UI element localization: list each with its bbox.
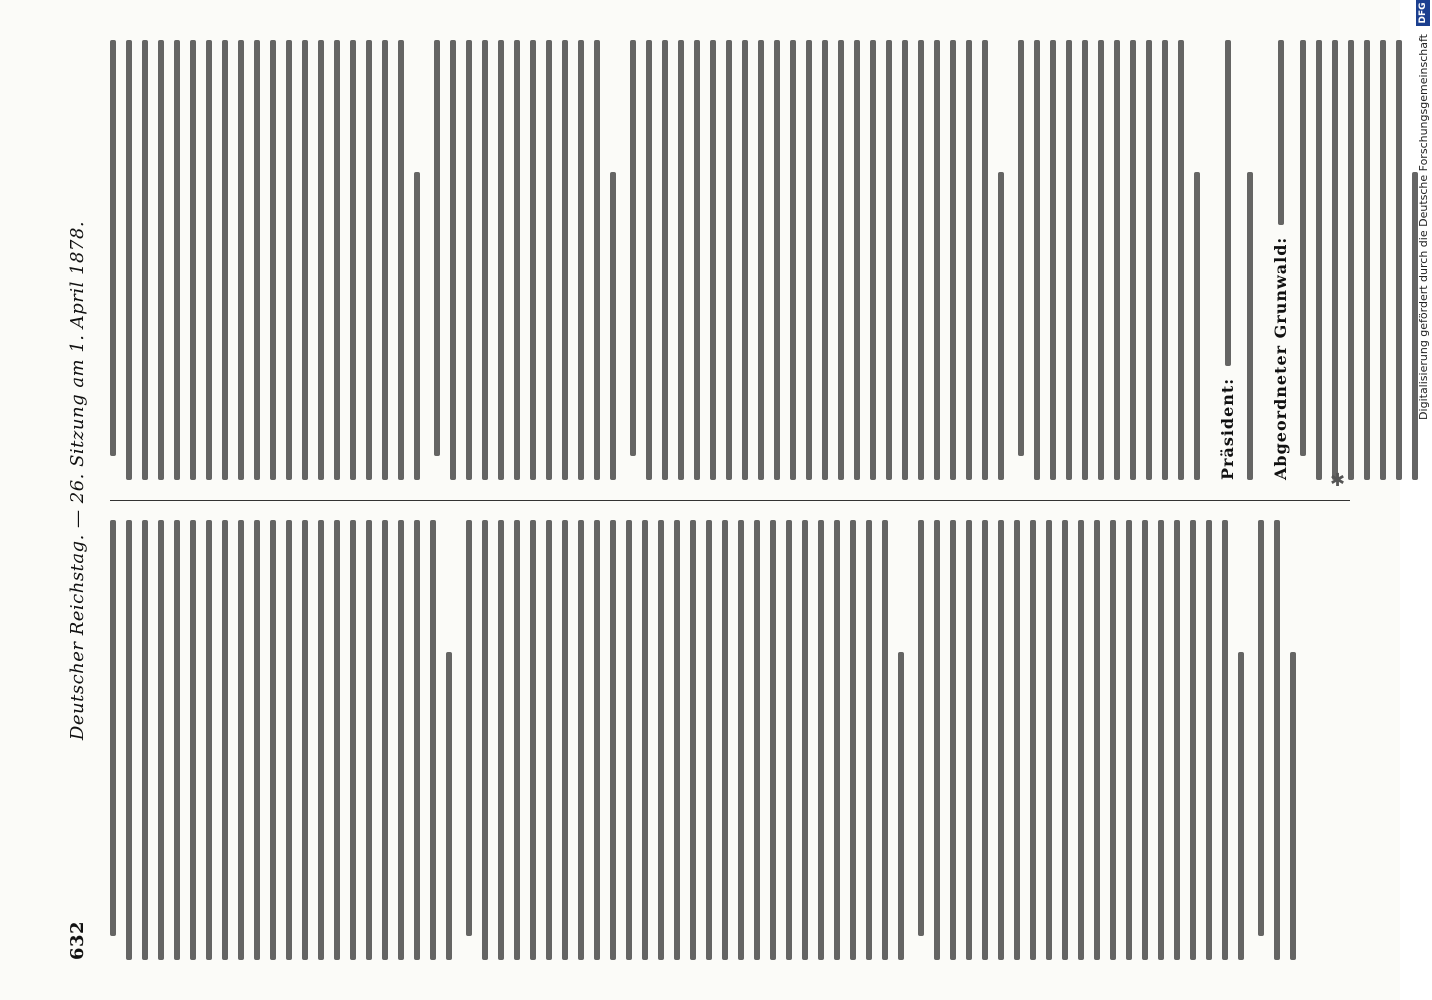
- text-line: [758, 40, 764, 480]
- text-line: [770, 520, 776, 960]
- text-line: [190, 40, 196, 480]
- text-line: [950, 40, 956, 480]
- text-line: [658, 520, 664, 960]
- text-line: [334, 40, 340, 480]
- text-line: [366, 520, 372, 960]
- text-line: [934, 520, 940, 960]
- digitization-notice: [1412, 0, 1432, 1000]
- text-line: [318, 520, 324, 960]
- text-line: [918, 40, 924, 480]
- speaker-label: Präsident:: [1218, 377, 1237, 480]
- text-line: [286, 40, 292, 480]
- text-line: [1050, 40, 1056, 480]
- text-line: [818, 520, 824, 960]
- text-line: [870, 40, 876, 480]
- paragraph: [1258, 520, 1296, 960]
- text-line: [774, 40, 780, 480]
- text-line: [206, 40, 212, 480]
- text-line: [642, 520, 648, 960]
- text-line: [1364, 40, 1370, 480]
- text-line: [998, 172, 1004, 480]
- dfg-logo: DFG: [1416, 0, 1430, 26]
- paragraph: [110, 40, 420, 480]
- text-line: [498, 520, 504, 960]
- text-line: [738, 520, 744, 960]
- text-line: [902, 40, 908, 480]
- text-line: [222, 40, 228, 480]
- text-line: [530, 520, 536, 960]
- text-line: [742, 40, 748, 480]
- speaker-label: Abgeordneter Grunwald:: [1271, 236, 1290, 480]
- text-line: [238, 40, 244, 480]
- text-line: [1062, 520, 1068, 960]
- text-line: [726, 40, 732, 480]
- text-line: [1290, 652, 1296, 960]
- text-line: [286, 520, 292, 960]
- text-line: [1222, 520, 1228, 960]
- digitization-text: Digitalisierung gefördert durch die Deutsche Forschungsgemeinschaft: [1416, 34, 1430, 420]
- text-line: [594, 520, 600, 960]
- text-line: [110, 520, 116, 936]
- text-line: [466, 520, 472, 936]
- text-line: [838, 40, 844, 480]
- text-line: [238, 520, 244, 960]
- paragraph: [1247, 40, 1253, 480]
- text-line: [254, 40, 260, 480]
- text-line: [918, 520, 924, 936]
- text-line: [398, 40, 404, 480]
- paragraph: [1300, 40, 1418, 480]
- text-line: [1348, 40, 1354, 480]
- text-line: [674, 520, 680, 960]
- text-line: [302, 520, 308, 960]
- text-line: [966, 40, 972, 480]
- paragraph: [918, 520, 1244, 960]
- text-line: [882, 520, 888, 960]
- text-line: [1034, 40, 1040, 480]
- text-line: [694, 40, 700, 480]
- speaker-grunwald: [1271, 40, 1290, 480]
- text-line: [366, 40, 372, 480]
- text-line: [1178, 40, 1184, 480]
- text-line: [594, 40, 600, 480]
- paragraph: [630, 40, 1004, 480]
- text-line: [174, 40, 180, 480]
- text-line: [450, 40, 456, 480]
- text-line: [722, 520, 728, 960]
- text-line: [174, 520, 180, 960]
- running-header: [60, 40, 94, 960]
- text-line: [1174, 520, 1180, 960]
- text-line: [206, 520, 212, 960]
- text-line: [434, 40, 440, 456]
- text-line: [1082, 40, 1088, 480]
- text-line: [302, 40, 308, 480]
- text-line: [126, 40, 132, 480]
- text-line: [790, 40, 796, 480]
- text-line: [898, 652, 904, 960]
- text-line: [982, 40, 988, 480]
- text-line: [1206, 520, 1212, 960]
- page-number: 632: [66, 920, 88, 960]
- text-line: [382, 40, 388, 480]
- text-line: [630, 40, 636, 456]
- text-line: [350, 520, 356, 960]
- text-line: [1110, 520, 1116, 960]
- text-line: [966, 520, 972, 960]
- column-divider: [110, 500, 1350, 501]
- text-line: [850, 520, 856, 960]
- print-mark: ✱: [1330, 470, 1346, 491]
- text-line: [482, 520, 488, 960]
- text-line: [254, 520, 260, 960]
- text-line: [1146, 40, 1152, 480]
- text-line: [690, 520, 696, 960]
- text-line: [834, 520, 840, 960]
- text-line: [1316, 40, 1322, 480]
- text-line: [334, 520, 340, 960]
- text-line: [514, 40, 520, 480]
- text-line: [578, 40, 584, 480]
- text-line: [1078, 520, 1084, 960]
- text-line: [706, 520, 712, 960]
- text-line: [530, 40, 536, 480]
- text-line: [382, 520, 388, 960]
- text-line: [1046, 520, 1052, 960]
- text-line: [350, 40, 356, 480]
- text-line: [982, 520, 988, 960]
- text-line: [1238, 652, 1244, 960]
- text-line: [1098, 40, 1104, 480]
- text-line: [270, 520, 276, 960]
- text-line: [1142, 520, 1148, 960]
- text-line: [430, 520, 436, 960]
- text-line: [414, 520, 420, 960]
- text-line: [398, 520, 404, 960]
- speaker-praesident: [1218, 40, 1237, 480]
- text-line: [1130, 40, 1136, 480]
- text-line: [1278, 40, 1284, 225]
- text-line: [546, 40, 552, 480]
- text-line: [678, 40, 684, 480]
- text-line: [562, 40, 568, 480]
- text-line: [1162, 40, 1168, 480]
- text-line: [1126, 520, 1132, 960]
- text-line: [1158, 520, 1164, 960]
- text-line: [1114, 40, 1120, 480]
- text-line: [1066, 40, 1072, 480]
- text-line: [610, 520, 616, 960]
- text-line: [1225, 40, 1231, 366]
- text-line: [158, 520, 164, 960]
- text-line: [886, 40, 892, 480]
- paragraph: [110, 520, 452, 960]
- text-line: [1014, 520, 1020, 960]
- text-line: [1094, 520, 1100, 960]
- text-line: [802, 520, 808, 960]
- text-line: [662, 40, 668, 480]
- text-line: [1300, 40, 1306, 456]
- text-line: [546, 520, 552, 960]
- text-line: [466, 40, 472, 480]
- text-line: [710, 40, 716, 480]
- text-line: [1247, 172, 1253, 480]
- text-line: [414, 172, 420, 480]
- text-line: [822, 40, 828, 480]
- text-line: [626, 520, 632, 960]
- text-line: [110, 40, 116, 456]
- paragraph: [1018, 40, 1200, 480]
- text-line: [270, 40, 276, 480]
- text-line: [1030, 520, 1036, 960]
- text-line: [1018, 40, 1024, 456]
- text-line: [126, 520, 132, 960]
- text-line: [318, 40, 324, 480]
- text-line: [1380, 40, 1386, 480]
- text-line: [222, 520, 228, 960]
- paragraph: [466, 520, 904, 960]
- text-line: [998, 520, 1004, 960]
- left-column: [110, 520, 1350, 960]
- right-column: [110, 40, 1350, 480]
- text-line: [754, 520, 760, 960]
- text-line: [1194, 172, 1200, 480]
- text-line: [854, 40, 860, 480]
- text-line: [786, 520, 792, 960]
- text-line: [806, 40, 812, 480]
- text-line: [934, 40, 940, 480]
- text-line: [646, 40, 652, 480]
- text-line: [514, 520, 520, 960]
- page-title: Deutscher Reichstag. — 26. Sitzung am 1. April 1878.: [66, 220, 88, 741]
- text-line: [610, 172, 616, 480]
- text-line: [190, 520, 196, 960]
- text-line: [482, 40, 488, 480]
- text-line: [562, 520, 568, 960]
- text-line: [1190, 520, 1196, 960]
- text-line: [1258, 520, 1264, 936]
- text-line: [142, 40, 148, 480]
- text-line: [498, 40, 504, 480]
- paragraph: [434, 40, 616, 480]
- text-line: [866, 520, 872, 960]
- text-line: [1332, 40, 1338, 480]
- text-line: [158, 40, 164, 480]
- text-line: [1274, 520, 1280, 960]
- text-line: [950, 520, 956, 960]
- text-line: [578, 520, 584, 960]
- text-line: [1396, 40, 1402, 480]
- text-line: [446, 652, 452, 960]
- text-line: [142, 520, 148, 960]
